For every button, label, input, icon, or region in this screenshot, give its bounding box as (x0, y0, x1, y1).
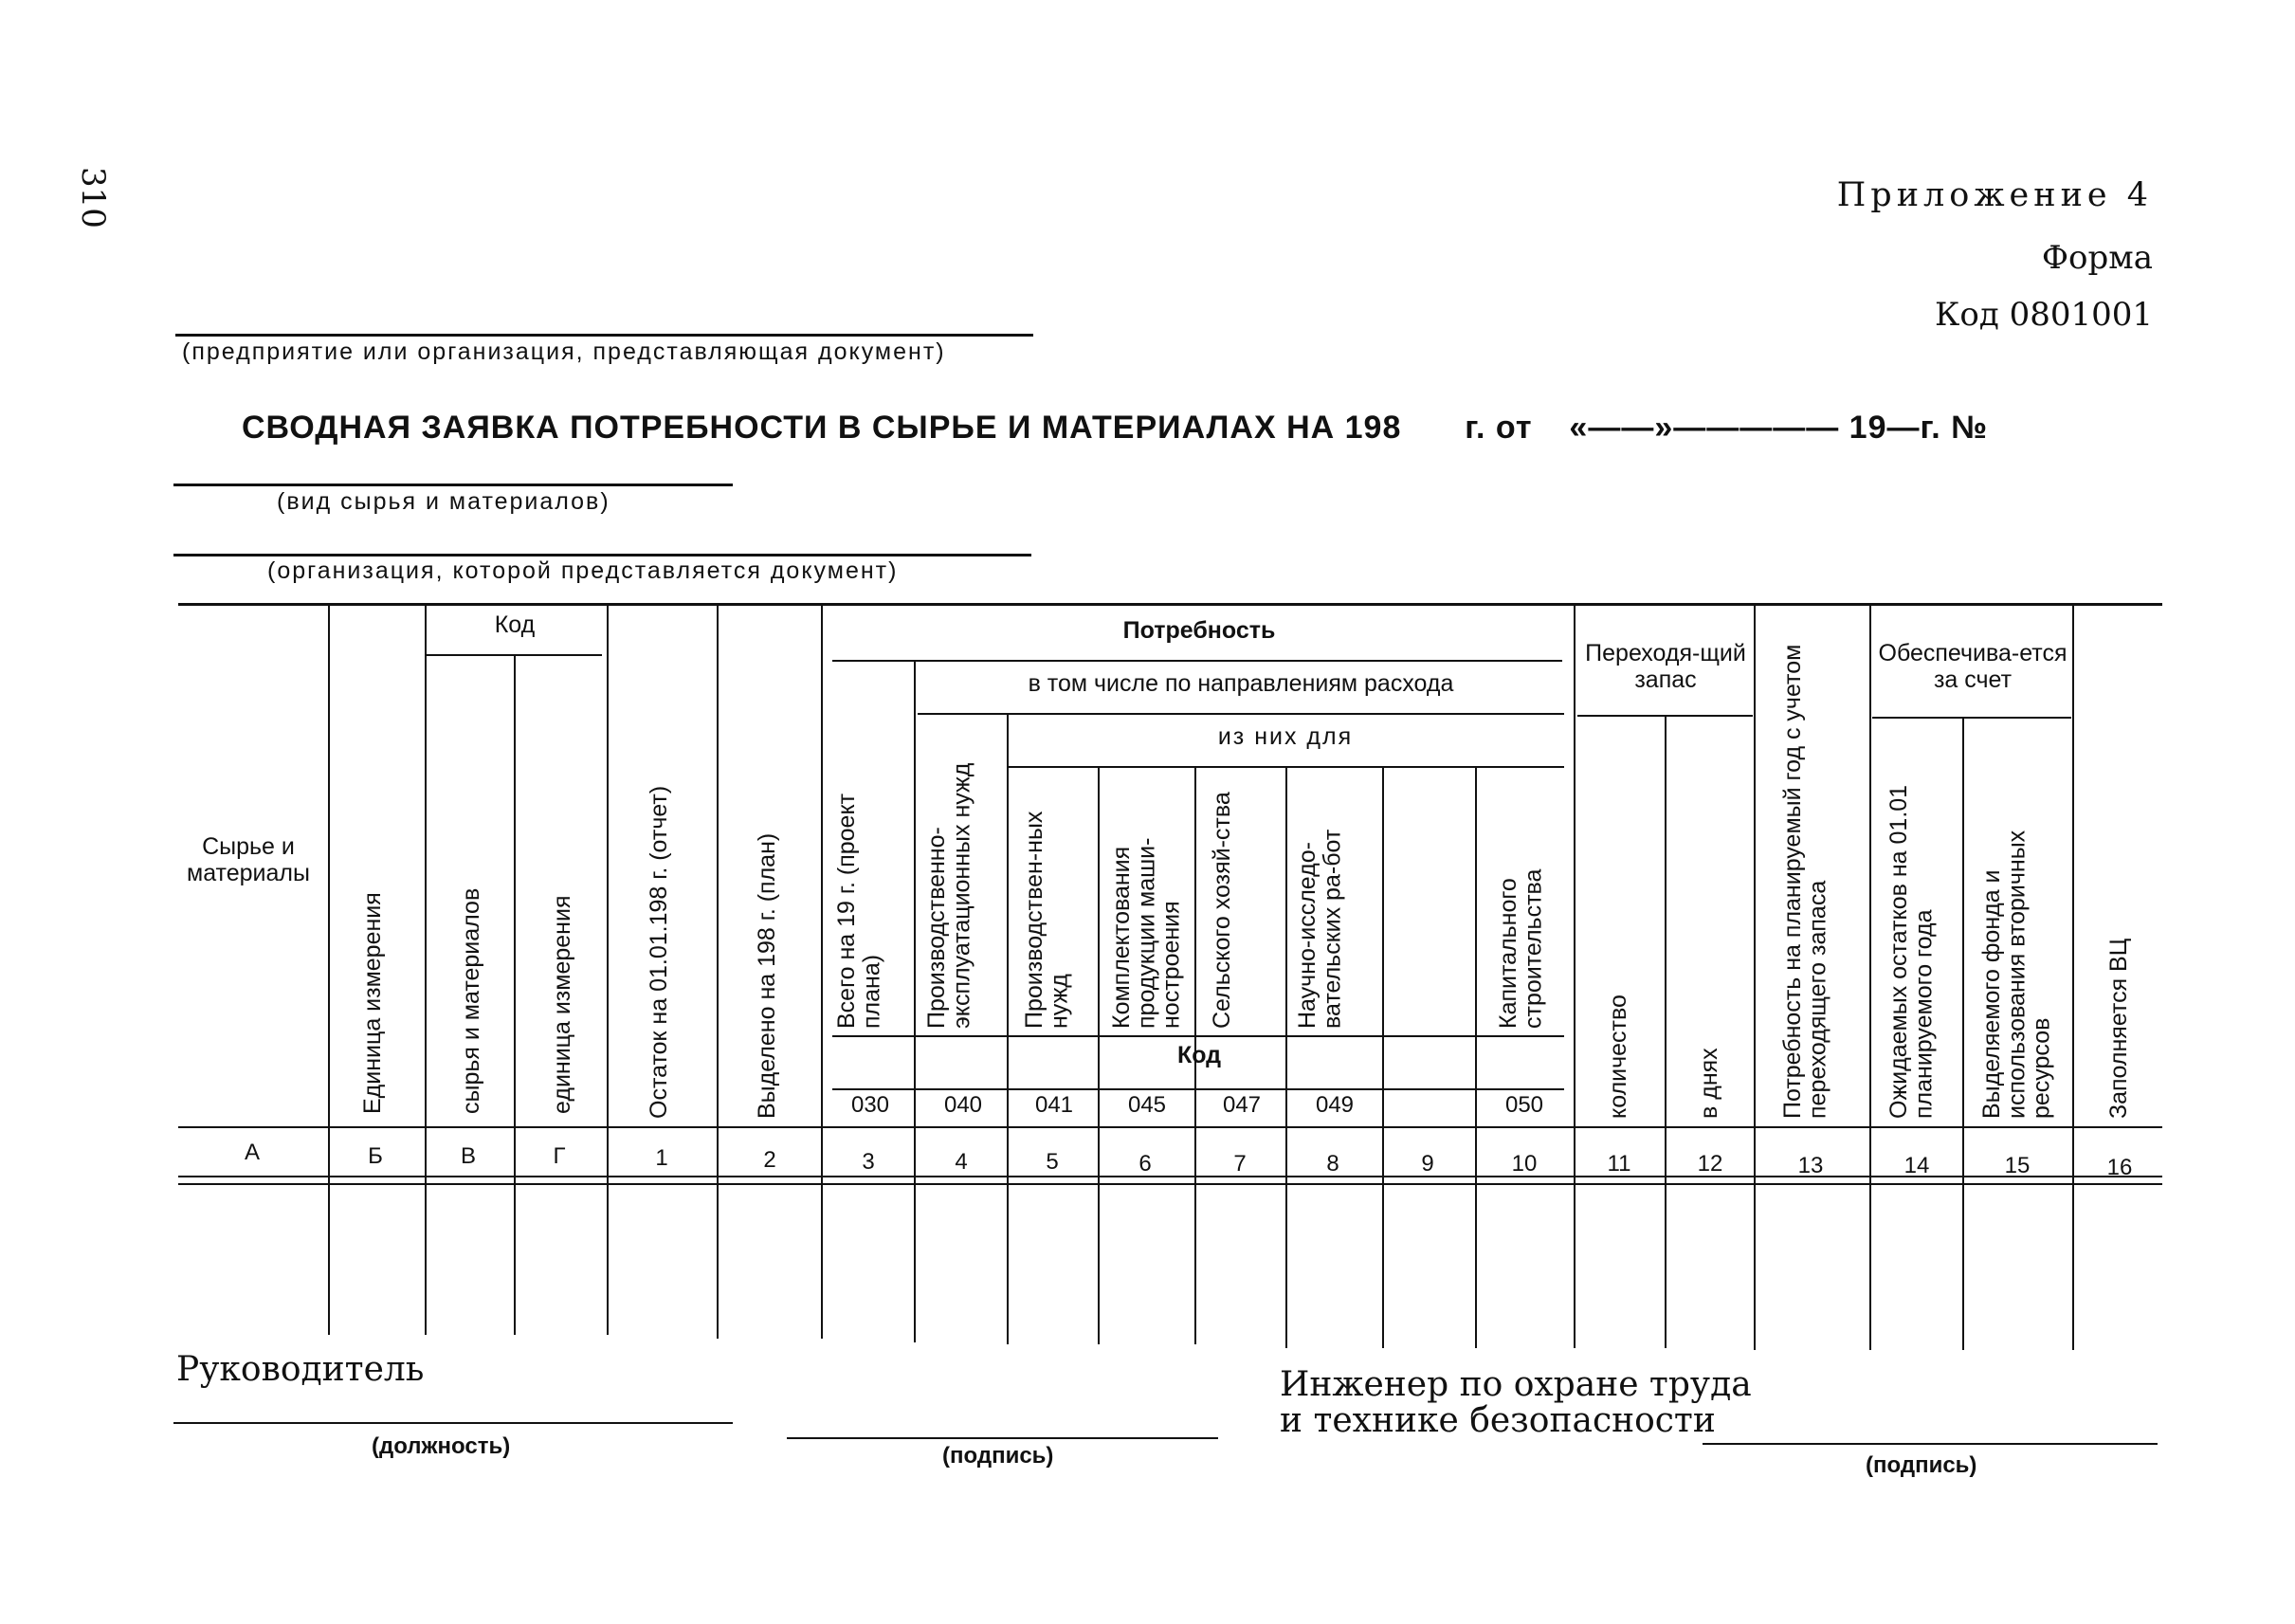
column-number: 4 (955, 1149, 968, 1175)
header-provided-group: Обеспечива-ется за счет (1878, 640, 2067, 693)
header-unit: Единица измерения (359, 892, 386, 1114)
header-planned-need: Потребность на планируемый год с учетом переходящего запаса (1779, 644, 1831, 1119)
engineer-label-line1: Инженер по охране труда (1280, 1365, 1752, 1404)
header-code-group: Код (494, 611, 536, 638)
document-title (242, 410, 1988, 447)
column-number: 5 (1046, 1149, 1059, 1175)
number-row-line2 (178, 1183, 2162, 1185)
header-prod-needs: Производствен-ных нужд (1021, 811, 1073, 1029)
header-carry-group: Переходя-щий запас (1585, 640, 1746, 693)
provided-group-line (1872, 717, 2071, 719)
enterprise-line[interactable] (175, 334, 1033, 337)
col-line (607, 605, 609, 1335)
position-caption: (должность) (372, 1433, 511, 1459)
signature-caption-right: (подпись) (1866, 1452, 1977, 1478)
column-number: 3 (862, 1149, 875, 1175)
header-code-row: Код (1176, 1042, 1222, 1068)
header-in-days: в днях (1696, 1048, 1722, 1119)
header-agriculture: Сельского хозяй-ства (1209, 792, 1235, 1029)
col-line (425, 605, 427, 1335)
appendix-label: Приложение 4 (1836, 176, 2153, 214)
header-bottom-line (178, 1126, 2162, 1128)
signature-line-right[interactable] (1703, 1443, 2158, 1445)
signature-line-left[interactable] (787, 1437, 1218, 1439)
enterprise-caption: (предприятие или организация, представляющая документ) (182, 338, 946, 365)
column-number: 1 (655, 1145, 668, 1171)
code-049: 049 (1315, 1092, 1355, 1118)
header-of-them: из них для (1217, 723, 1354, 750)
col-line (1869, 605, 1871, 1350)
column-number: 14 (1903, 1153, 1930, 1178)
column-number: А (244, 1140, 260, 1165)
header-code-unit: единица измерения (549, 895, 575, 1114)
column-number: В (460, 1143, 476, 1169)
code-row-mid-line (832, 1088, 1564, 1090)
code-050: 050 (1504, 1092, 1544, 1118)
column-number: 8 (1326, 1151, 1339, 1177)
code-047: 047 (1222, 1092, 1262, 1118)
material-type-line[interactable] (173, 484, 733, 486)
form-label: Форма (2041, 239, 2153, 277)
col-line (821, 605, 823, 1339)
col-line (1007, 713, 1009, 1344)
column-number: 11 (1607, 1151, 1631, 1177)
code-041: 041 (1034, 1092, 1074, 1118)
header-expected: Ожидаемых остатков на 01.01 планируемого года (1885, 784, 1938, 1119)
table-top-line (178, 603, 2162, 606)
header-total: Всего на 19 г. (проект плана) (833, 793, 885, 1029)
code-row-top-line (832, 1035, 1564, 1037)
header-including: в том числе по направлениям расхода (1028, 670, 1454, 697)
header-quantity: количество (1605, 994, 1631, 1119)
col-line (1665, 717, 1667, 1348)
header-allocated: Выделено на 198 г. (план) (754, 832, 780, 1119)
code-030: 030 (850, 1092, 890, 1118)
header-need-group: Потребность (1122, 617, 1276, 644)
header-op-needs: Производственно-эксплуатационных нужд (923, 762, 975, 1029)
column-number: 15 (2004, 1153, 2031, 1178)
title-date-number: «——»————— 19—г. № (1569, 410, 1989, 446)
header-machinery: Комплектования продукции маши-ностроения (1108, 837, 1185, 1029)
col-line (1962, 719, 1964, 1350)
col-line (2072, 605, 2074, 1350)
header-fund: Выделяемого фонда и использования вторичных ресурсов (1978, 830, 2055, 1119)
col-line (914, 662, 916, 1342)
column-number: 10 (1511, 1151, 1538, 1177)
header-capital: Капитального строительства (1495, 868, 1547, 1029)
material-type-caption: (вид сырья и материалов) (277, 488, 610, 515)
including-line (918, 713, 1564, 715)
column-number: 13 (1797, 1153, 1824, 1178)
header-materials: Сырье и материалы (187, 833, 310, 886)
col-line (717, 605, 719, 1339)
col-line (328, 605, 330, 1335)
recipient-org-line[interactable] (173, 554, 1031, 557)
col-line (1574, 605, 1576, 1348)
col-line (514, 656, 516, 1335)
column-number: 9 (1421, 1151, 1434, 1177)
code-040: 040 (943, 1092, 983, 1118)
header-research: Научно-исследо-вательских ра-бот (1294, 829, 1346, 1029)
title-main: СВОДНАЯ ЗАЯВКА ПОТРЕБНОСТИ В СЫРЬЕ И МАТЕРИАЛАХ НА 198 (242, 410, 1402, 446)
need-group-line (832, 660, 1562, 662)
head-label: Руководитель (176, 1350, 425, 1389)
recipient-org-caption: (организация, которой представляется документ) (267, 557, 899, 584)
header-remainder: Остаток на 01.01.198 г. (отчет) (646, 785, 672, 1119)
position-line[interactable] (173, 1422, 733, 1424)
column-number: 12 (1697, 1151, 1723, 1177)
form-code: Код 0801001 (1935, 296, 2153, 334)
col-line (1754, 605, 1756, 1350)
code-045: 045 (1127, 1092, 1167, 1118)
page-number: 310 (74, 167, 112, 228)
column-number: 16 (2106, 1155, 2133, 1180)
column-number: Г (553, 1143, 566, 1169)
column-number: 6 (1138, 1151, 1152, 1177)
column-number: 7 (1233, 1151, 1247, 1177)
signature-caption-left: (подпись) (942, 1443, 1054, 1469)
header-code-material: сырья и материалов (458, 887, 484, 1114)
title-year-from: г. от (1465, 410, 1533, 446)
column-number: 2 (763, 1147, 776, 1173)
engineer-label-line2: и технике безопасности (1280, 1401, 1716, 1440)
column-number: Б (368, 1143, 383, 1169)
header-vc: Заполняется ВЦ (2105, 938, 2132, 1119)
